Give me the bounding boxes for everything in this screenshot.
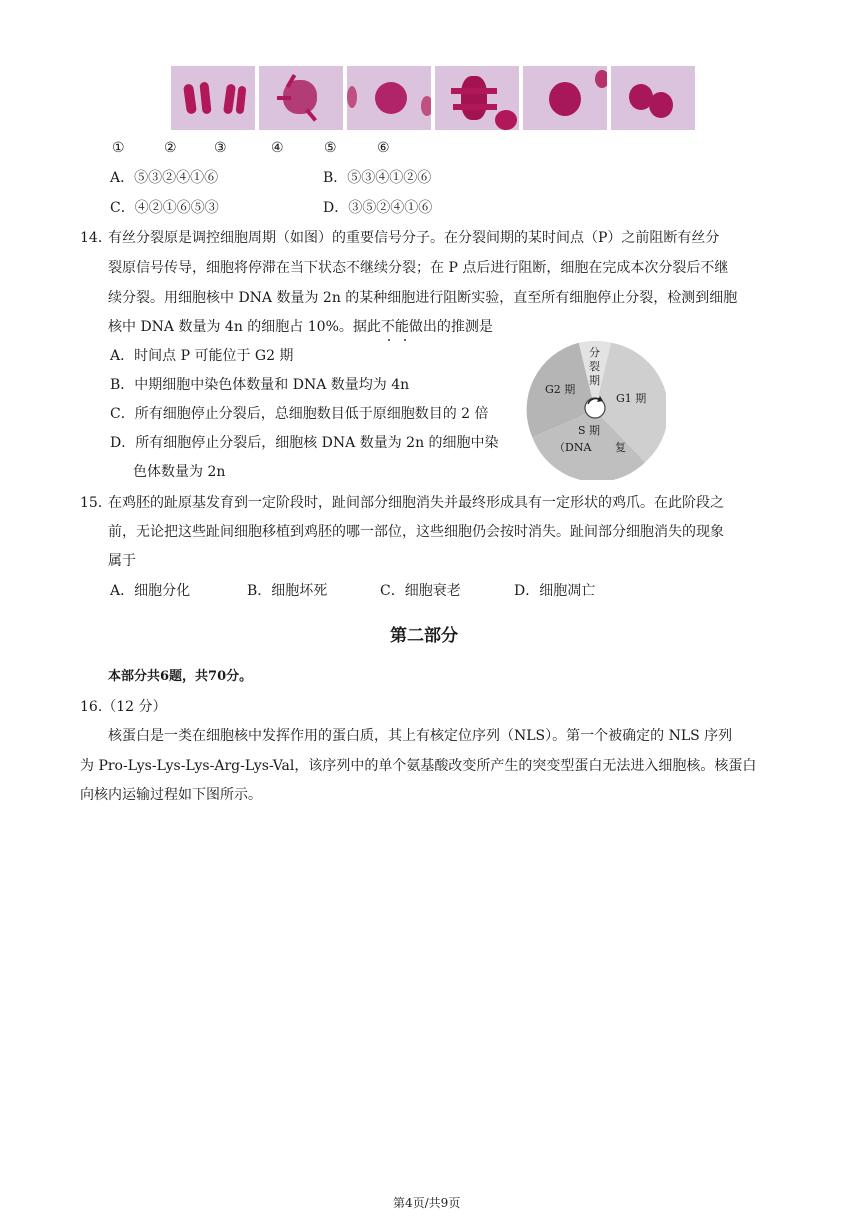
q13-option-c — [110, 198, 219, 218]
q15-stem-line-1: 在鸡胚的趾原基发育到一定阶段时，趾间部分细胞消失并最终形成具有一定形状的鸡爪。在此阶段之 — [108, 495, 724, 511]
q15-number: 15． — [80, 495, 112, 511]
image-label-6: ⑥ — [377, 140, 390, 156]
q15-stem-line-2: 前，无论把这些趾间细胞移植到鸡胚的哪一部位，这些细胞仍会按时消失。趾间部分细胞消失的现象 — [108, 524, 724, 540]
part-two-intro: 本部分共6题，共70分。 — [108, 669, 253, 684]
q14-option-d-cont: 色体数量为 2n — [133, 464, 226, 480]
cycle-label-dna: （DNA — [554, 441, 592, 454]
q16-para-line-2: 为 Pro-Lys-Lys-Lys-Arg-Lys-Val，该序列中的单个氨基酸改变所产生的突变型蛋白无法进入细胞核。核蛋白 — [80, 758, 757, 774]
q14-option-c — [110, 404, 489, 424]
micrograph-6 — [611, 66, 695, 130]
q13-option-d — [323, 198, 432, 218]
q14-option-d — [110, 433, 499, 453]
option-text: 细胞衰老 — [404, 583, 461, 599]
micrograph-4 — [435, 66, 519, 130]
q13-option-b — [323, 168, 431, 188]
option-letter: B． — [110, 377, 135, 393]
image-label-3: ③ — [214, 140, 227, 156]
emphasis-dot — [388, 339, 390, 341]
option-text: 细胞分化 — [134, 583, 191, 599]
option-letter: C． — [110, 200, 135, 216]
option-text: 时间点 P 可能位于 G2 期 — [134, 348, 294, 364]
cycle-label-g2: G2 期 — [545, 383, 576, 396]
cycle-label-m3: 期 — [589, 374, 600, 387]
q14-stem-line-1: 有丝分裂原是调控细胞周期（如图）的重要信号分子。在分裂间期的某时间点（P）之前阻断有丝分 — [108, 230, 720, 246]
q14-number: 14． — [80, 230, 112, 246]
micrograph-3 — [347, 66, 431, 130]
option-text: 中期细胞中染色体数量和 DNA 数量均为 4n — [134, 377, 410, 393]
stem-emphasis: 不能 — [380, 319, 409, 335]
emphasis-dot — [404, 339, 406, 341]
micrograph-1 — [171, 66, 255, 130]
q16-para-line-3: 向核内运输过程如下图所示。 — [80, 787, 262, 803]
stem-text-end: 做出的推测是 — [408, 319, 493, 335]
image-label-1: ① — [112, 140, 125, 156]
q14-option-a — [110, 346, 293, 366]
image-label-5: ⑤ — [324, 140, 337, 156]
option-letter: B． — [247, 583, 272, 599]
page-footer: 第4页/共9页 — [393, 1196, 461, 1210]
option-text: 细胞凋亡 — [539, 583, 596, 599]
cycle-label-m2: 裂 — [589, 360, 600, 373]
q15-option-c — [380, 581, 461, 601]
option-text: ③⑤②④①⑥ — [348, 200, 433, 216]
option-letter: C． — [110, 406, 135, 422]
q15-stem-line-3: 属于 — [108, 553, 136, 569]
q15-option-a — [110, 581, 190, 601]
option-letter: D． — [514, 583, 540, 599]
option-letter: D． — [323, 200, 349, 216]
option-text: ⑤③②④①⑥ — [134, 170, 219, 186]
q14-option-b — [110, 375, 409, 395]
option-letter: A． — [110, 170, 135, 186]
cycle-label-m1: 分 — [589, 346, 600, 359]
cycle-label-s: S 期 — [578, 424, 601, 437]
option-text: ⑤③④①②⑥ — [347, 170, 432, 186]
q15-option-b — [247, 581, 327, 601]
option-letter: A． — [110, 348, 135, 364]
option-text: 细胞坏死 — [271, 583, 328, 599]
stem-text: 核中 DNA 数量为 4n 的细胞占 10%。据此 — [108, 319, 381, 335]
image-label-2: ② — [164, 140, 177, 156]
image-label-4: ④ — [271, 140, 284, 156]
q13-option-a — [110, 168, 218, 188]
q14-stem-line-3: 续分裂。用细胞核中 DNA 数量为 2n 的某种细胞进行阻断实验，直至所有细胞停止分裂，检测到细胞 — [108, 290, 738, 306]
q14-stem-line-4 — [108, 317, 493, 337]
part-two-title: 第二部分 — [390, 626, 458, 646]
option-letter: C． — [380, 583, 405, 599]
micrograph-2 — [259, 66, 343, 130]
micrograph-5 — [523, 66, 607, 130]
option-text: ④②①⑥⑤③ — [134, 200, 219, 216]
cycle-label-fu: 复 — [615, 441, 626, 454]
q16-para-line-1: 核蛋白是一类在细胞核中发挥作用的蛋白质，其上有核定位序列（NLS）。第一个被确定的 NLS 序列 — [108, 728, 733, 744]
option-letter: A． — [110, 583, 135, 599]
cycle-label-g1: G1 期 — [616, 392, 647, 405]
q14-stem-line-2: 裂原信号传导，细胞将停滞在当下状态不继续分裂；在 P 点后进行阻断，细胞在完成本次分裂后不继 — [108, 260, 729, 276]
option-letter: B． — [323, 170, 348, 186]
option-letter: D． — [110, 435, 136, 451]
q15-option-d — [514, 581, 595, 601]
q16-number: 16.（12 分） — [80, 699, 167, 715]
option-text: 所有细胞停止分裂后，总细胞数目低于原细胞数目的 2 倍 — [134, 406, 489, 422]
option-text: 所有细胞停止分裂后，细胞核 DNA 数量为 2n 的细胞中染 — [135, 435, 499, 451]
